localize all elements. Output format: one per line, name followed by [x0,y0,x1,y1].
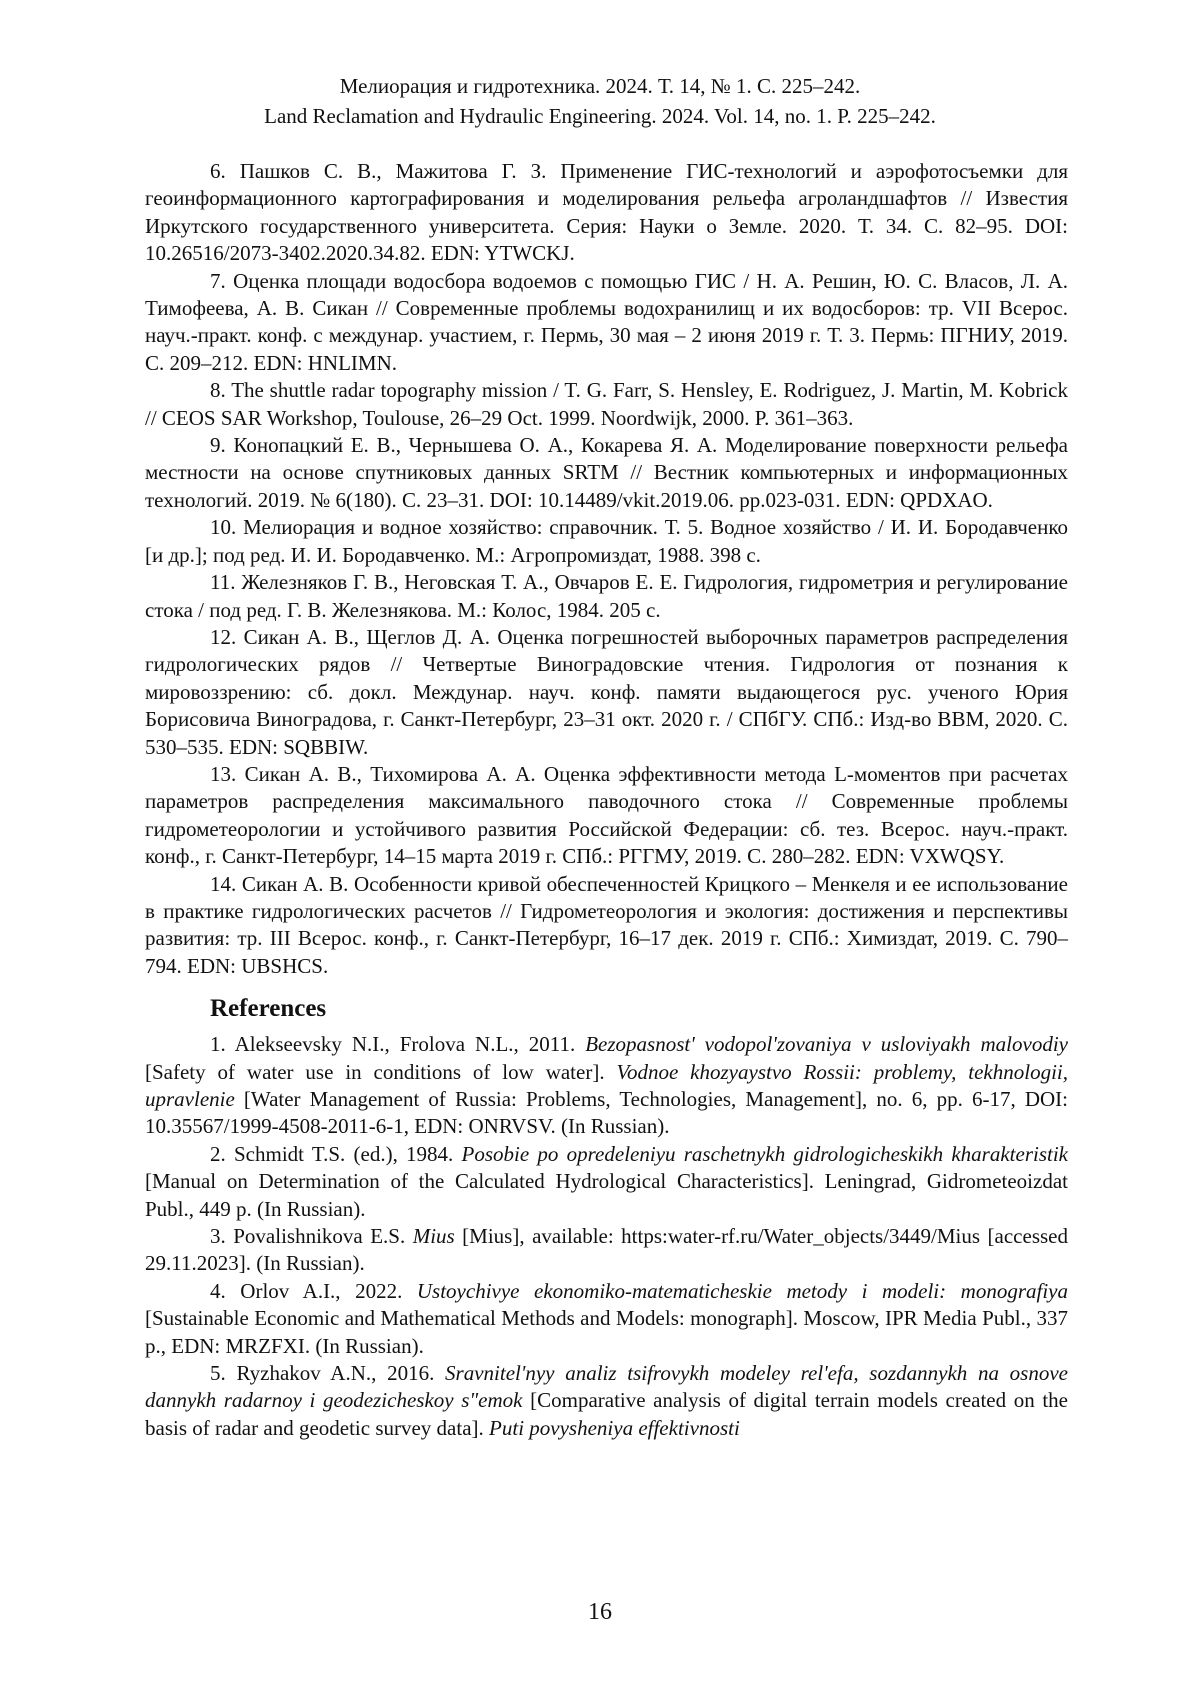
reference-en-3-lead: 3. Povalishnikova E.S. [210,1224,413,1248]
reference-ru-9: 9. Конопацкий Е. В., Чернышева О. А., Кокарева Я. А. Моделирование поверхности рельефа местности на основе спутниковых данных SRTM // Вестник компьютерных и информационных технологий. 2019. № 6(180). С. 23–31. DOI: 10.14489/vkit.2019.06. pp.023-031. EDN: QPDXAO. [145,432,1068,514]
reference-ru-8: 8. The shuttle radar topography mission / T. G. Farr, S. Hensley, E. Rodriguez, J. Martin, M. Kobrick // CEOS SAR Workshop, Toulouse, 26–29 Oct. 1999. Noordwijk, 2000. P. 361–363. [145,377,1068,432]
reference-en-1 [145,1031,1068,1141]
reference-en-4-title: Ustoychivye ekonomiko-matematicheskie metody i modeli: monografiya [417,1279,1068,1303]
reference-en-5-rest: [Comparative analysis of digital terrain models created on the basis of radar and geodetic survey data]. [145,1388,1068,1439]
journal-page [0,0,1200,1697]
reference-en-1-lead: 1. Alekseevsky N.I., Frolova N.L., 2011. [210,1032,585,1056]
header-citation-en: Land Reclamation and Hydraulic Engineering. 2024. Vol. 14, no. 1. P. 225–242. [0,101,1200,131]
running-header [0,71,1200,131]
reference-en-1-title: Bezopasnost' vodopol'zovaniya v usloviyakh malovodiy [585,1032,1068,1056]
header-citation-ru: Мелиорация и гидротехника. 2024. Т. 14, № 1. С. 225–242. [0,71,1200,101]
reference-ru-10: 10. Мелиорация и водное хозяйство: справочник. Т. 5. Водное хозяйство / И. И. Бородавченко [и др.]; под ред. И. И. Бородавченко. М.: Агропромиздат, 1988. 398 с. [145,514,1068,569]
reference-ru-7: 7. Оценка площади водосбора водоемов с помощью ГИС / Н. А. Решин, Ю. С. Власов, Л. А. Тимофеева, А. В. Сикан // Современные проблемы водохранилищ и их водосборов: тр. VII Всерос. науч.-практ. конф. с междунар. участием, г. Пермь, 30 мая – 2 июня 2019 г. Т. 3. Пермь: ПГНИУ, 2019. С. 209–212. EDN: HNLIMN. [145,268,1068,378]
reference-en-2-rest: [Manual on Determination of the Calculated Hydrological Characteristics]. Leningrad, Gidrometeoizdat Publ., 449 p. (In Russian). [145,1169,1068,1220]
reference-ru-11: 11. Железняков Г. В., Неговская Т. А., Овчаров Е. Е. Гидрология, гидрометрия и регулирование стока / под ред. Г. В. Железнякова. М.: Колос, 1984. 205 с. [145,569,1068,624]
reference-en-1-details: [Water Management of Russia: Problems, Technologies, Management], no. 6, pp. 6-17, DOI: 10.35567/1999-4508-2011-6-1, EDN: ONRVSV. (In Russian). [145,1087,1068,1138]
reference-ru-13: 13. Сикан А. В., Тихомирова А. А. Оценка эффективности метода L-моментов при расчетах параметров распределения максимального паводочного стока // Современные проблемы гидрометеорологии и устойчивого развития Российской Федерации: сб. тез. Всерос. науч.-практ. конф., г. Санкт-Петербург, 14–15 марта 2019 г. СПб.: РГГМУ, 2019. С. 280–282. EDN: VXWQSY. [145,761,1068,871]
reference-ru-6: 6. Пашков С. В., Мажитова Г. З. Применение ГИС-технологий и аэрофотосъемки для геоинформационного картографирования и моделирования рельефа агроландшафтов // Известия Иркутского государственного университета. Серия: Науки о Земле. 2020. Т. 34. С. 82–95. DOI: 10.26516/2073-3402.2020.34.82. EDN: YTWCKJ. [145,158,1068,268]
reference-en-3 [145,1223,1068,1278]
reference-en-2 [145,1141,1068,1223]
reference-list [145,158,1068,1442]
reference-ru-14: 14. Сикан А. В. Особенности кривой обеспеченностей Крицкого – Менкеля и ее использование в практике гидрологических расчетов // Гидрометеорология и экология: достижения и перспективы развития: тр. III Всерос. конф., г. Санкт-Петербург, 16–17 дек. 2019 г. СПб.: Химиздат, 2019. С. 790–794. EDN: UBSHCS. [145,871,1068,981]
reference-en-4 [145,1278,1068,1360]
reference-en-2-lead: 2. Schmidt T.S. (ed.), 1984. [210,1142,462,1166]
reference-en-5 [145,1360,1068,1442]
reference-en-1-journal: Vodnoe khozyaystvo Rossii: problemy, tekhnologii, upravlenie [145,1060,1068,1111]
page-number: 16 [0,1597,1200,1627]
reference-en-4-lead: 4. Orlov A.I., 2022. [210,1279,417,1303]
reference-en-2-title: Posobie po opredeleniyu raschetnykh gidrologicheskikh kharakteristik [462,1142,1068,1166]
reference-en-5-title: Sravnitel'nyy analiz tsifrovykh modeley rel'efa, sozdannykh na osnove dannykh radarnoy i geodezicheskoy s"emok [145,1361,1068,1412]
references-heading: References [210,994,1068,1024]
reference-en-5-journal: Puti povysheniya effektivnosti [489,1416,740,1440]
reference-en-4-rest: [Sustainable Economic and Mathematical Methods and Models: monograph]. Moscow, IPR Media Publ., 337 p., EDN: MRZFXI. (In Russian). [145,1306,1068,1357]
reference-en-3-rest: [Mius], available: https:water-rf.ru/Water_objects/3449/Mius [accessed 29.11.2023]. (In Russian). [145,1224,1068,1275]
reference-en-3-title: Mius [413,1224,455,1248]
reference-en-1-rest: [Safety of water use in conditions of low water]. [145,1060,616,1084]
reference-en-5-lead: 5. Ryzhakov A.N., 2016. [210,1361,445,1385]
reference-ru-12: 12. Сикан А. В., Щеглов Д. А. Оценка погрешностей выборочных параметров распределения гидрологических рядов // Четвертые Виноградовские чтения. Гидрология от познания к мировоззрению: сб. докл. Междунар. науч. конф. памяти выдающегося рус. ученого Юрия Борисовича Виноградова, г. Санкт-Петербург, 23–31 окт. 2020 г. / СПбГУ. СПб.: Изд-во ВВМ, 2020. С. 530–535. EDN: SQBBIW. [145,624,1068,761]
